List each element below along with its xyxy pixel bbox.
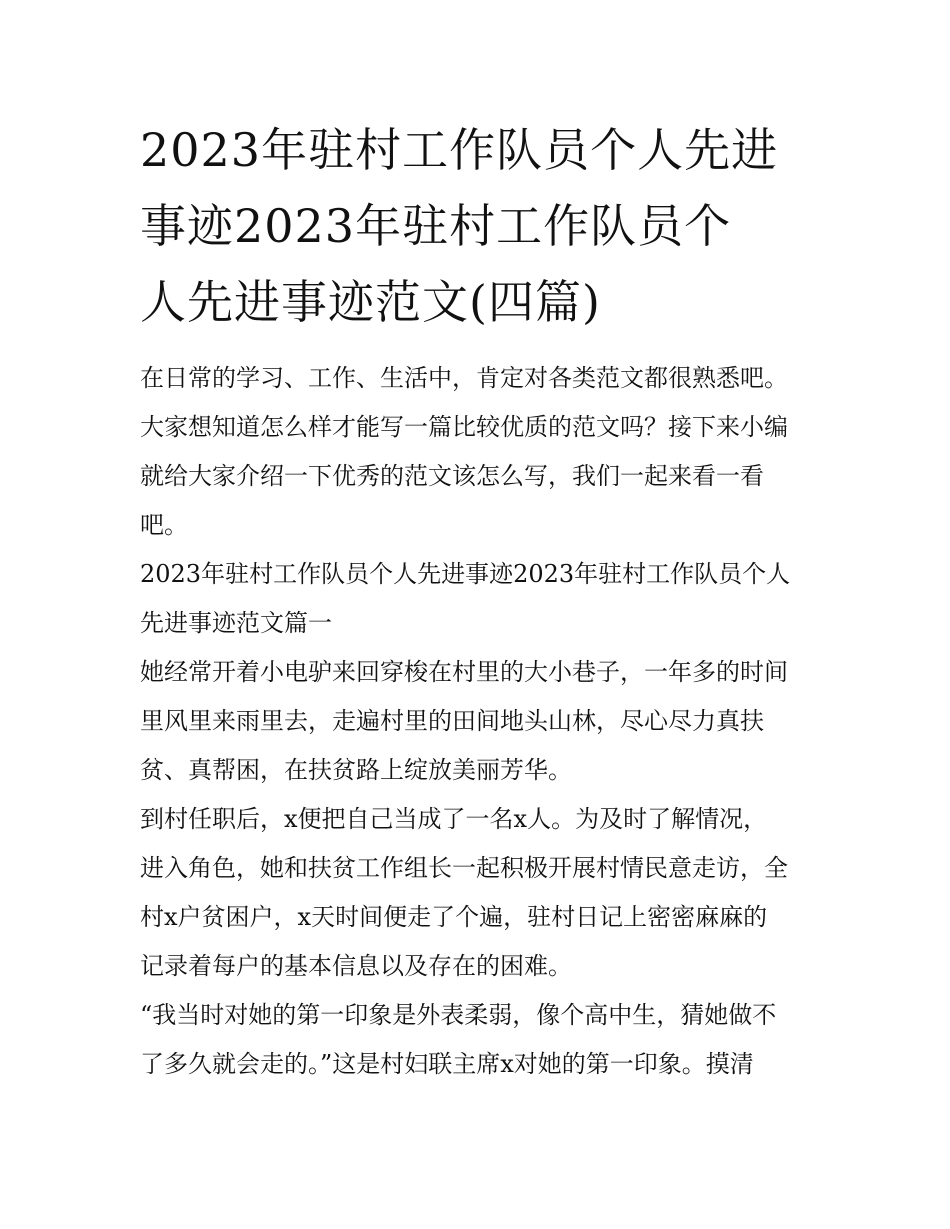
text-line: 2023年驻村工作队员个人先进事迹2023年驻村工作队员个人 [140, 560, 791, 588]
text-line: 就给大家介绍一下优秀的范文该怎么写，我们一起来看一看 [140, 462, 764, 490]
text-line: 里风里来雨里去，走遍村里的田间地头山林，尽心尽力真扶 [140, 707, 764, 735]
text-line: 了多久就会走的。”这是村妇联主席x对她的第一印象。摸清 [140, 1050, 754, 1078]
title-line: 2023年驻村工作队员个人先进 [140, 123, 779, 177]
text-line: 先进事迹范文篇一 [140, 609, 332, 637]
intro-paragraph [140, 354, 830, 550]
text-line: 她经常开着小电驴来回穿梭在村里的大小巷子，一年多的时间 [140, 658, 788, 686]
text-line: 村x户贫困户，x天时间便走了个遍，驻村日记上密密麻麻的 [140, 903, 768, 931]
text-line: 记录着每户的基本信息以及存在的困难。 [140, 952, 572, 980]
document-title [140, 112, 830, 340]
text-line: 到村任职后，x便把自己当成了一名x人。为及时了解情况， [140, 805, 768, 833]
body-paragraph [140, 648, 830, 795]
document-body [140, 354, 830, 1089]
text-line: 进入角色，她和扶贫工作组长一起积极开展村情民意走访，全 [140, 854, 788, 882]
document-page [140, 112, 830, 1089]
body-paragraph [140, 991, 830, 1089]
title-line: 事迹2023年驻村工作队员个 [140, 199, 732, 253]
text-line: “我当时对她的第一印象是外表柔弱，像个高中生，猜她做不 [140, 1001, 777, 1029]
body-paragraph [140, 795, 830, 991]
title-line: 人先进事迹范文(四篇) [140, 275, 601, 329]
text-line: 大家想知道怎么样才能写一篇比较优质的范文吗？接下来小编 [140, 413, 788, 441]
text-line: 贫、真帮困，在扶贫路上绽放美丽芳华。 [140, 756, 572, 784]
section-heading [140, 550, 830, 648]
text-line: 在日常的学习、工作、生活中，肯定对各类范文都很熟悉吧。 [140, 364, 788, 392]
text-line: 吧。 [140, 511, 188, 539]
